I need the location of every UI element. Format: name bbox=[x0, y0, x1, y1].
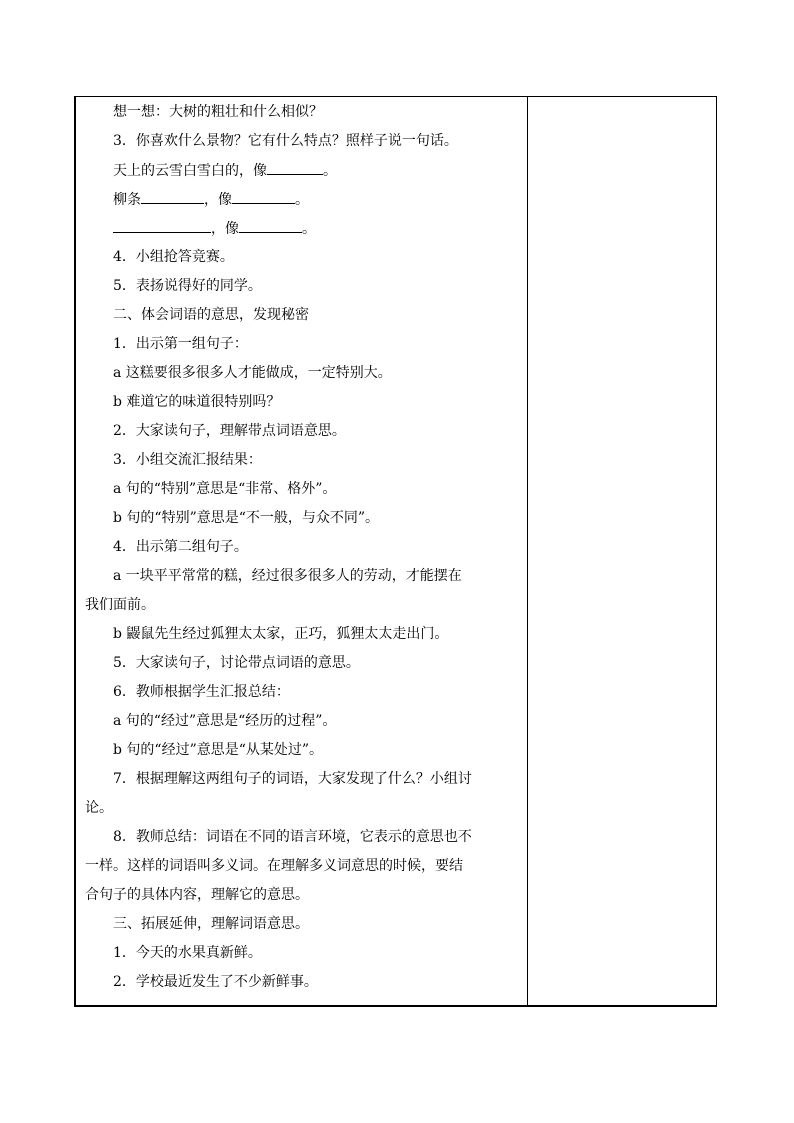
text-line: 合句子的具体内容，理解它的意思。 bbox=[85, 887, 309, 903]
text-line: 1．出示第一组句子： bbox=[113, 336, 248, 352]
fill-in-blank bbox=[267, 160, 323, 175]
text-segment: 。 bbox=[295, 192, 309, 208]
fill-in-blank bbox=[232, 189, 295, 204]
text-segment: 柳条 bbox=[113, 192, 141, 208]
lesson-plan-table bbox=[74, 96, 717, 1007]
text-line: 论。 bbox=[85, 800, 113, 816]
fill-in-blank bbox=[113, 218, 211, 233]
text-line bbox=[85, 218, 525, 239]
text-line: 7．根据理解这两组句子的词语，大家发现了什么？小组讨 bbox=[113, 771, 472, 787]
fill-in-blank bbox=[239, 218, 302, 233]
text-line: b 鼹鼠先生经过狐狸太太家，正巧，狐狸太太走出门。 bbox=[113, 626, 449, 642]
text-line: 二、体会词语的意思，发现秘密 bbox=[113, 307, 309, 323]
text-line: 4．出示第二组句子。 bbox=[113, 539, 248, 555]
text-line bbox=[85, 189, 525, 210]
text-line: 1．今天的水果真新鲜。 bbox=[113, 945, 262, 961]
text-line: 5．表扬说得好的同学。 bbox=[113, 278, 262, 294]
text-segment: 。 bbox=[323, 163, 337, 179]
text-line: a 一块平平常常的糕，经过很多很多人的劳动，才能摆在 bbox=[113, 568, 462, 584]
text-line: 2．大家读句子，理解带点词语意思。 bbox=[113, 423, 346, 439]
text-segment: ，像 bbox=[211, 221, 239, 237]
text-segment: 天上的云雪白雪白的，像 bbox=[113, 163, 267, 179]
text-segment: ，像 bbox=[204, 192, 232, 208]
notes-cell bbox=[528, 97, 716, 1005]
text-segment: 。 bbox=[302, 221, 316, 237]
text-line: 一样。这样的词语叫多义词。在理解多义词意思的时候，要结 bbox=[85, 858, 463, 874]
text-line: 4．小组抢答竞赛。 bbox=[113, 249, 234, 265]
text-line: 3．小组交流汇报结果： bbox=[113, 452, 262, 468]
fill-in-blank bbox=[141, 189, 204, 204]
text-line: b 难道它的味道很特别吗？ bbox=[113, 394, 281, 410]
text-line bbox=[85, 160, 525, 181]
text-line: 8．教师总结：词语在不同的语言环境，它表示的意思也不 bbox=[113, 829, 472, 845]
text-line: b 句的“特别”意思是“不一般，与众不同”。 bbox=[113, 510, 380, 526]
text-line: 5．大家读句子，讨论带点词语的意思。 bbox=[113, 655, 360, 671]
text-line: 3．你喜欢什么景物？它有什么特点？照样子说一句话。 bbox=[113, 133, 458, 149]
text-line: 2．学校最近发生了不少新鲜事。 bbox=[113, 974, 318, 990]
text-line: b 句的“经过”意思是“从某处过”。 bbox=[113, 742, 324, 758]
text-line: 我们面前。 bbox=[85, 597, 155, 613]
text-line: 三、拓展延伸，理解词语意思。 bbox=[113, 916, 309, 932]
text-line: a 句的“经过”意思是“经历的过程”。 bbox=[113, 713, 337, 729]
text-line: a 这糕要很多很多人才能做成，一定特别大。 bbox=[113, 365, 392, 381]
text-line: 想一想：大树的粗壮和什么相似？ bbox=[113, 104, 323, 120]
text-line: 6．教师根据学生汇报总结： bbox=[113, 684, 290, 700]
text-line: a 句的“特别”意思是“非常、格外”。 bbox=[113, 481, 337, 497]
lesson-content-cell bbox=[76, 97, 527, 1005]
